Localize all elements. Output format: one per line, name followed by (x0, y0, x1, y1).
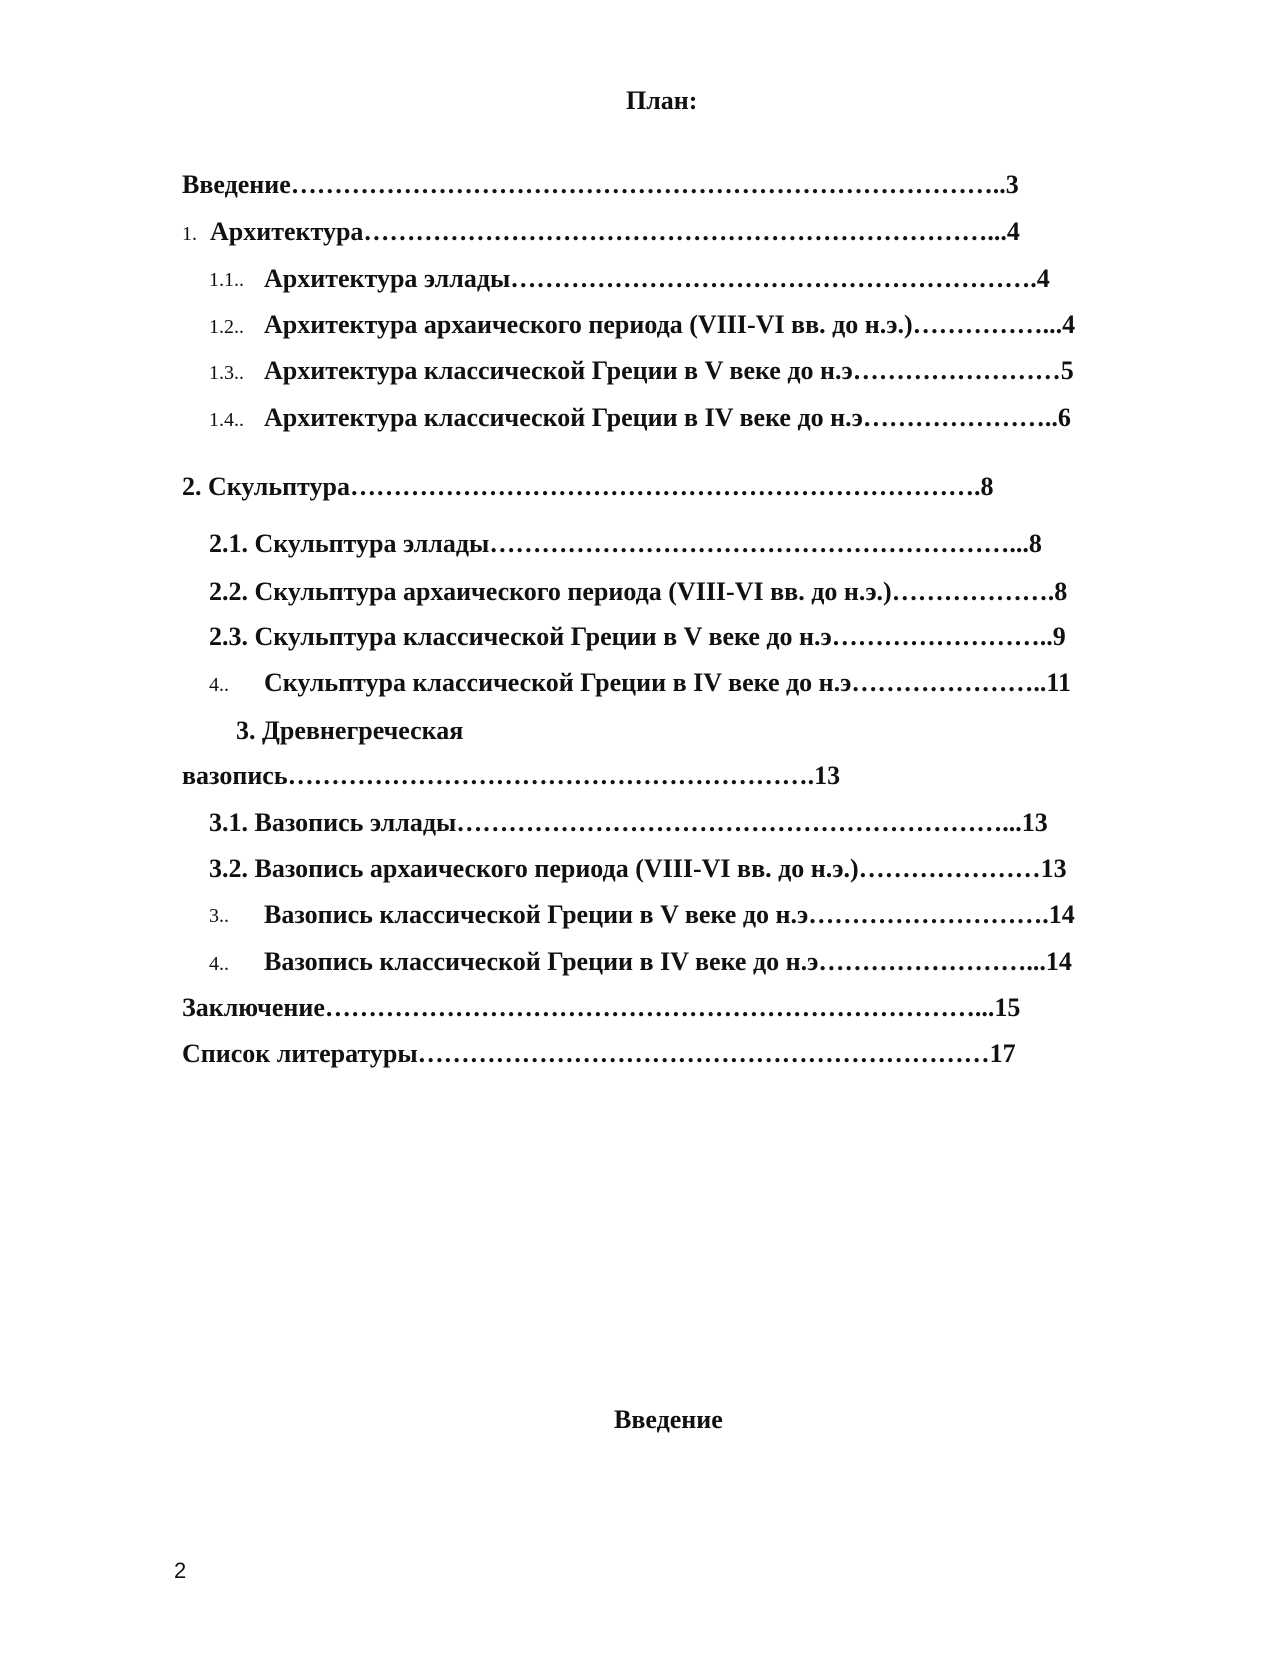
toc-entry-vase-hellas: 3.1. Вазопись эллады………………………………………………………...13 (209, 808, 1048, 837)
toc-entry-architecture-classical-4: Архитектура классической Греции в IV веке до н.э…………………..6 (264, 403, 1071, 432)
toc-entry-vase-painting: 3. Древнегреческая (236, 716, 464, 745)
toc-entry-vase-classical-5: Вазопись классической Греции в V веке до н.э……………………….14 (264, 900, 1075, 929)
toc-entry-number: 4.. (209, 953, 229, 975)
toc-entry-sculpture-classical-5: 2.3. Скульптура классической Греции в V веке до н.э……………………..9 (209, 622, 1066, 651)
toc-entry-number: 4.. (209, 674, 229, 696)
toc-entry-vase-classical-4: Вазопись классической Греции в IV веке до н.э……………………...14 (264, 947, 1072, 976)
page-number: 2 (174, 1558, 187, 1583)
toc-entry-sculpture: 2. Скульптура……………………………………………………………….8 (182, 472, 994, 501)
toc-entry-bibliography: Список литературы…………………………………………………………17 (182, 1039, 1016, 1068)
toc-entry-sculpture-classical-4: Скульптура классической Греции в IV веке до н.э…………………..11 (264, 668, 1071, 697)
toc-entry-number: 1. (182, 223, 197, 245)
toc-entry-architecture: Архитектура………………………………………………………………...4 (210, 217, 1020, 246)
toc-entry-introduction: Введение………………………………………………………………………..3 (182, 170, 1019, 199)
toc-entry-sculpture-hellas: 2.1. Скульптура эллады……………………………………………………...8 (209, 529, 1042, 558)
toc-entry-architecture-classical-5: Архитектура классической Греции в V веке до н.э……………………5 (264, 356, 1074, 385)
toc-entry-vase-painting-cont: вазопись…………………………………………………….13 (182, 761, 841, 790)
toc-entry-vase-archaic: 3.2. Вазопись архаического периода (VIII-VI вв. до н.э.)…………………13 (209, 854, 1067, 883)
toc-entry-number: 1.2.. (209, 316, 244, 338)
toc-entry-sculpture-archaic: 2.2. Скульптура архаического периода (VIII-VI вв. до н.э.)……………….8 (209, 577, 1068, 606)
plan-title: План: (626, 86, 698, 115)
toc-entry-architecture-hellas: Архитектура эллады…………………………………………………….4 (264, 264, 1050, 293)
toc-entry-number: 1.3.. (209, 362, 244, 384)
section-heading-introduction: Введение (614, 1405, 723, 1434)
toc-entry-number: 1.1.. (209, 269, 244, 291)
toc-entry-number: 3.. (209, 905, 229, 927)
toc-entry-architecture-archaic: Архитектура архаического периода (VIII-VI вв. до н.э.)……………...4 (264, 310, 1076, 339)
toc-entry-number: 1.4.. (209, 409, 244, 431)
toc-entry-conclusion: Заключение…………………………………………………………………...15 (182, 993, 1021, 1022)
